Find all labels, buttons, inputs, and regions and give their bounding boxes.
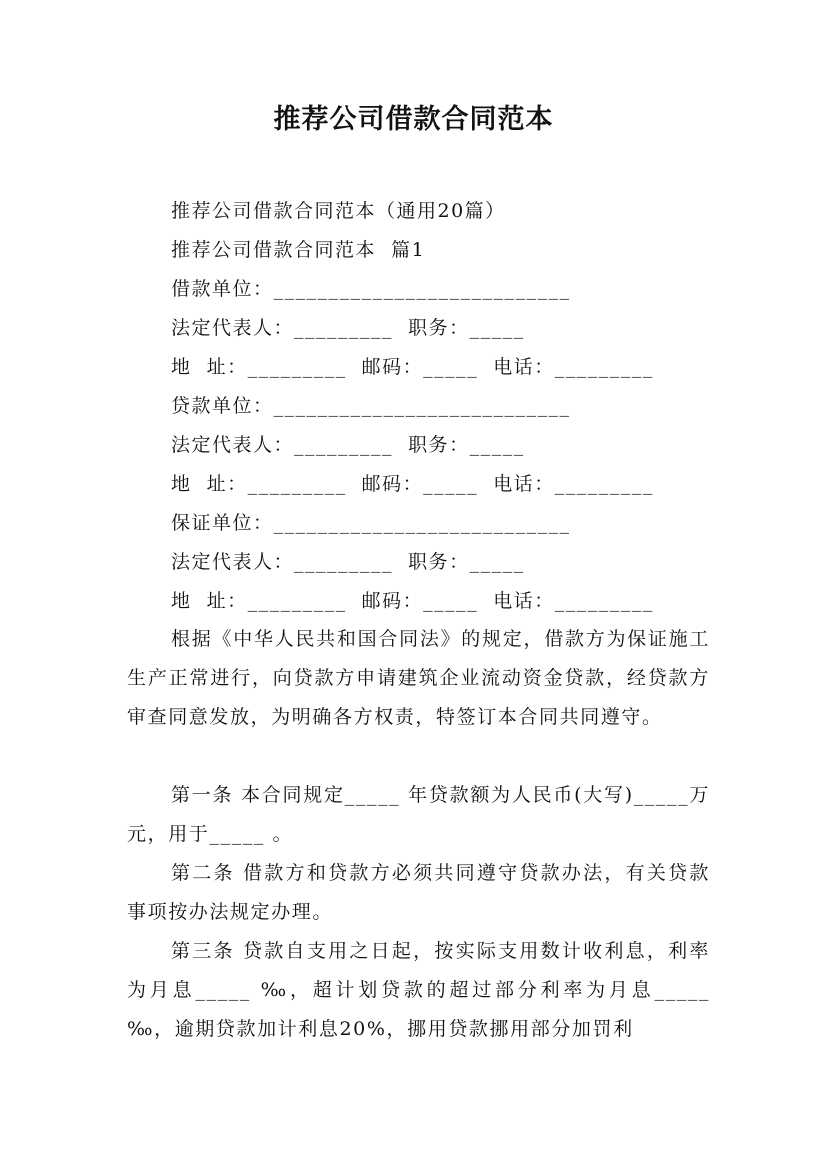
document-subtitle: 推荐公司借款合同范本（通用20篇） — [171, 200, 506, 222]
guarantor-address-field: 地 址：_________ 邮码：_____ 电话：_________ — [171, 590, 654, 612]
borrower-unit-field: 借款单位：___________________________ — [171, 278, 571, 300]
lender-unit-field: 贷款单位：___________________________ — [171, 395, 571, 417]
preamble-paragraph: 根据《中华人民共和国合同法》的规定，借款方为保证施工生产正常进行，向贷款方申请建筑企业流动资金贷款，经贷款方审查同意发放，为明确各方权责，特签订本合同共同遵守。 — [127, 628, 710, 728]
guarantor-unit-field: 保证单位：___________________________ — [171, 512, 571, 534]
lender-address-field: 地 址：_________ 邮码：_____ 电话：_________ — [171, 473, 654, 495]
section-heading: 推荐公司借款合同范本 篇1 — [171, 239, 426, 261]
lender-representative-field: 法定代表人：_________ 职务：_____ — [171, 434, 525, 456]
article-2-paragraph: 第二条 借款方和贷款方必须共同遵守贷款办法，有关贷款事项按办法规定办理。 — [127, 862, 710, 923]
document-title: 推荐公司借款合同范本 — [273, 104, 554, 135]
article-3-paragraph: 第三条 贷款自支用之日起，按实际支用数计收利息，利率为月息_____ ‰，超计划贷款的超过部分利率为月息_____ ‰，逾期贷款加计利息20%，挪用贷款挪用部分加罚利 — [127, 940, 710, 1040]
guarantor-representative-field: 法定代表人：_________ 职务：_____ — [171, 551, 525, 573]
borrower-representative-field: 法定代表人：_________ 职务：_____ — [171, 317, 525, 339]
borrower-address-field: 地 址：_________ 邮码：_____ 电话：_________ — [171, 356, 654, 378]
article-1-paragraph: 第一条 本合同规定_____ 年贷款额为人民币(大写)_____万元，用于_____ 。 — [127, 784, 710, 845]
